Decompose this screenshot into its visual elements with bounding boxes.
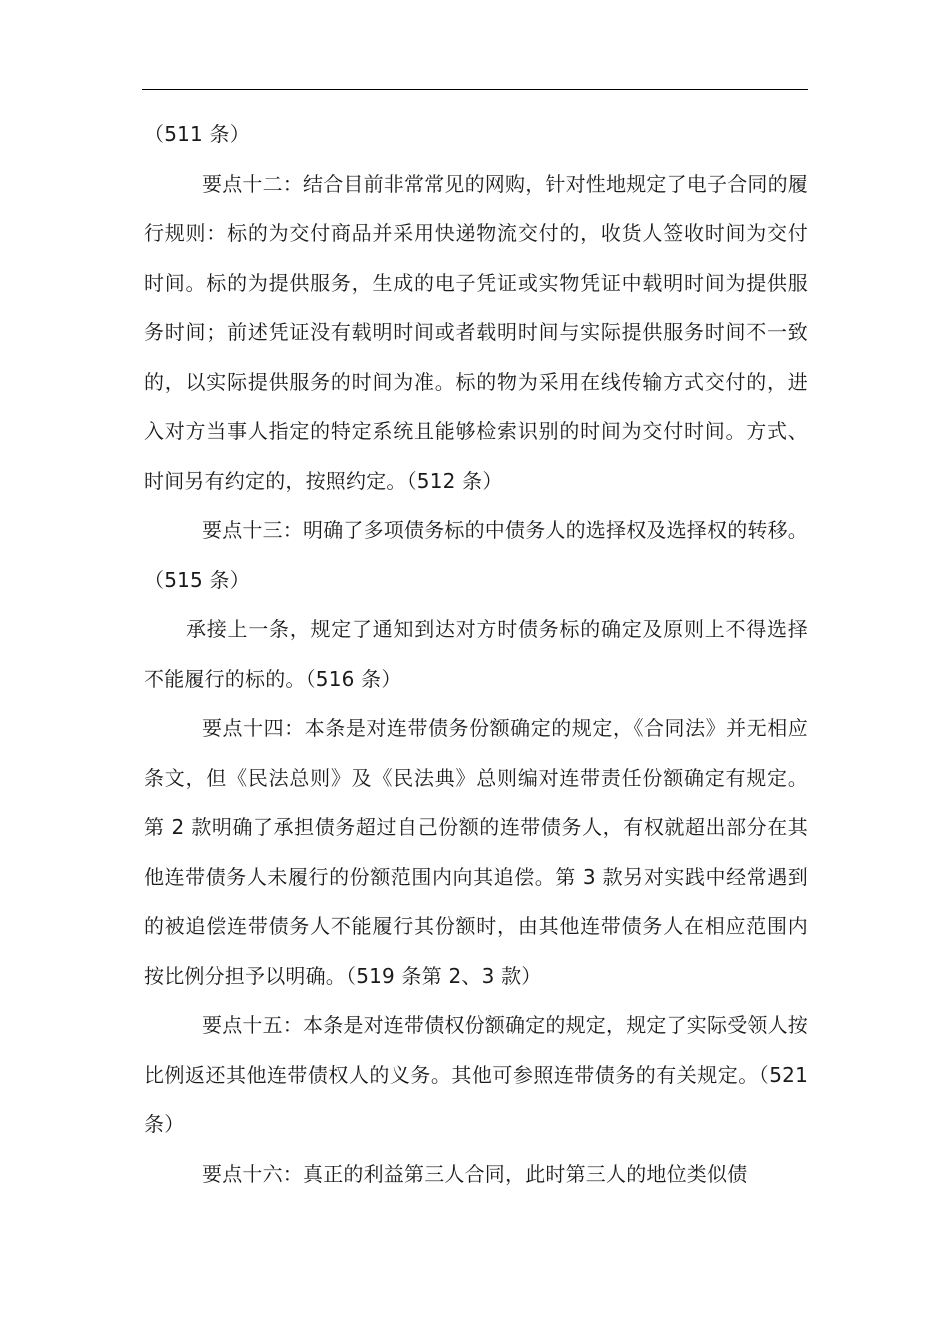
paragraph-point-13: 要点十三：明确了多项债务标的中债务人的选择权及选择权的转移。（515 条）	[144, 518, 808, 592]
paragraph-point-16: 要点十六：真正的利益第三人合同，此时第三人的地位类似债	[202, 1161, 748, 1186]
document-body	[144, 110, 808, 1199]
paragraph-point-12: 要点十二：结合目前非常常见的网购，针对性地规定了电子合同的履行规则：标的为交付商品并采用快递物流交付的，收货人签收时间为交付时间。标的为提供服务，生成的电子凭证或实物凭证中载明时间为提供服务时间；前述凭证没有载明时间或者载明时间与实际提供服务时间不一致的，以实际提供服务的时间为准。标的物为采用在线传输方式交付的，进入对方当事人指定的特定系统且能够检索识别的时间为交付时间。方式、时间另有约定的，按照约定。（512 条）	[144, 171, 808, 493]
paragraph-article-511: （511 条）	[144, 122, 250, 146]
header-rule	[142, 89, 808, 90]
paragraph-point-14: 要点十四：本条是对连带债务份额确定的规定，《合同法》并无相应条文，但《民法总则》及《民法典》总则编对连带责任份额确定有规定。第 2 款明确了承担债务超过自己份额的连带债务人，有权就超出部分在其他连带债务人未履行的份额范围内向其追偿。第 3 款另对实践中经常遇到的被追偿连带债务人不能履行其份额时，由其他连带债务人在相应范围内按比例分担予以明确。（519 条第 2、3 款）	[144, 716, 808, 988]
paragraph-point-15: 要点十五：本条是对连带债权份额确定的规定，规定了实际受领人按比例返还其他连带债权人的义务。其他可参照连带债务的有关规定。（521 条）	[144, 1013, 808, 1136]
paragraph-article-516: 承接上一条，规定了通知到达对方时债务标的确定及原则上不得选择不能履行的标的。（516 条）	[144, 617, 808, 691]
